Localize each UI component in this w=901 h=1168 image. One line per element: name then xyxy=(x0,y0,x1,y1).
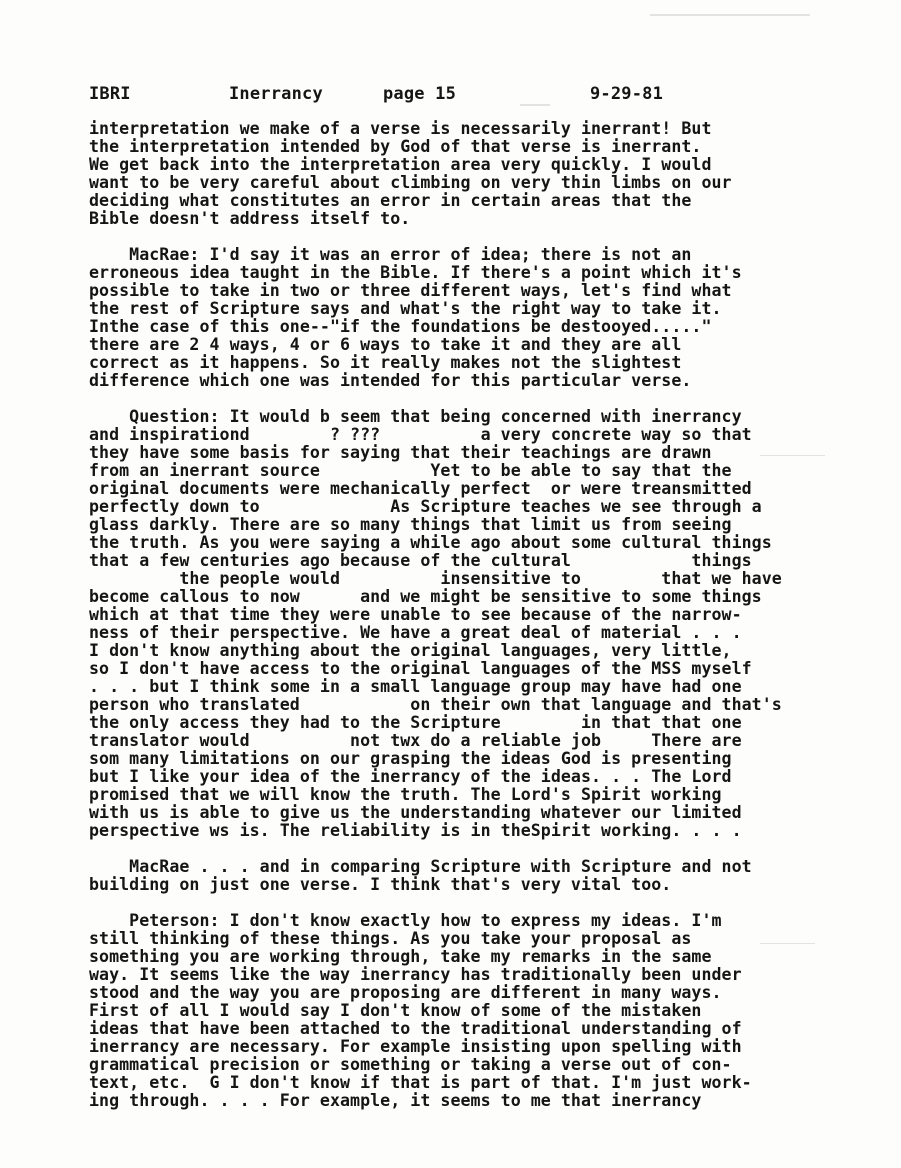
text-line: ing through. . . . For example, it seems to me that inerrancy xyxy=(89,1091,702,1110)
text-line: We get back into the interpretation area very quickly. I would xyxy=(89,155,712,174)
text-line: building on just one verse. I think that's very vital too. xyxy=(89,875,672,894)
text-line: original documents were mechanically perfect or were treansmitted xyxy=(89,479,752,498)
text-line: Question: It would b seem that being concerned with inerrancy xyxy=(89,407,742,426)
text-line: inerrancy are necessary. For example insisting upon spelling with xyxy=(89,1037,742,1056)
transcript-paragraph xyxy=(89,120,849,228)
document-body xyxy=(89,120,849,1128)
header-org: IBRI xyxy=(89,84,131,104)
text-line: possible to take in two or three different ways, let's find what xyxy=(89,281,732,300)
text-line: grammatical precision or something or taking a verse out of con- xyxy=(89,1055,732,1074)
text-line: the only access they had to the Scripture in that that one xyxy=(89,713,742,732)
text-line: perspective ws is. The reliability is in theSpirit working. . . . xyxy=(89,821,742,840)
text-line: correct as it happens. So it really makes not the slightest xyxy=(89,353,682,372)
text-line: there are 2 4 ways, 4 or 6 ways to take it and they are all xyxy=(89,335,682,354)
text-line: something you are working through, take my remarks in the same xyxy=(89,947,712,966)
text-line: way. It seems like the way inerrancy has traditionally been under xyxy=(89,965,742,984)
text-line: become callous to now and we might be sensitive to some things xyxy=(89,587,762,606)
text-line: perfectly down to As Scripture teaches we see through a xyxy=(89,497,762,516)
text-line: Peterson: I don't know exactly how to express my ideas. I'm xyxy=(89,911,722,930)
text-line: text, etc. G I don't know if that is part of that. I'm just work- xyxy=(89,1073,752,1092)
text-line: the people would insensitive to that we have xyxy=(89,569,782,588)
text-line: som many limitations on our grasping the ideas God is presenting xyxy=(89,749,732,768)
text-line: Inthe case of this one--"if the foundations be destooyed....." xyxy=(89,317,712,336)
text-line: that a few centuries ago because of the cultural things xyxy=(89,551,752,570)
text-line: . . . but I think some in a small language group may have had one xyxy=(89,677,742,696)
page-header xyxy=(0,84,901,108)
text-line: I don't know anything about the original languages, very little, xyxy=(89,641,732,660)
text-line: want to be very careful about climbing on very thin limbs on our xyxy=(89,173,732,192)
header-page-number: page 15 xyxy=(383,84,457,104)
text-line: First of all I would say I don't know of some of the mistaken xyxy=(89,1001,702,1020)
text-line: and inspirationd ? ??? a very concrete way so that xyxy=(89,425,752,444)
text-line: difference which one was intended for this particular verse. xyxy=(89,371,692,390)
text-line: promised that we will know the truth. The Lord's Spirit working xyxy=(89,785,722,804)
text-line: translator would not twx do a reliable job There are xyxy=(89,731,742,750)
text-line: stood and the way you are proposing are different in many ways. xyxy=(89,983,722,1002)
text-line: the interpretation intended by God of that verse is inerrant. xyxy=(89,137,702,156)
text-line: glass darkly. There are so many things that limit us from seeing xyxy=(89,515,732,534)
text-line: ness of their perspective. We have a great deal of material . . . xyxy=(89,623,742,642)
header-title: Inerrancy xyxy=(229,84,323,104)
transcript-paragraph xyxy=(89,408,849,840)
text-line: still thinking of these things. As you take your proposal as xyxy=(89,929,692,948)
text-line: ideas that have been attached to the traditional understanding of xyxy=(89,1019,742,1038)
text-line: person who translated on their own that language and that's xyxy=(89,695,782,714)
text-line: interpretation we make of a verse is necessarily inerrant! But xyxy=(89,119,712,138)
scan-speck xyxy=(650,14,810,16)
text-line: they have some basis for saying that their teachings are drawn xyxy=(89,443,712,462)
text-line: which at that time they were unable to see because of the narrow- xyxy=(89,605,742,624)
text-line: with us is able to give us the understanding whatever our limited xyxy=(89,803,742,822)
header-date: 9-29-81 xyxy=(590,84,664,104)
text-line: so I don't have access to the original languages of the MSS myself xyxy=(89,659,752,678)
transcript-paragraph xyxy=(89,858,849,894)
text-line: erroneous idea taught in the Bible. If there's a point which it's xyxy=(89,263,742,282)
transcript-paragraph xyxy=(89,246,849,390)
text-line: but I like your idea of the inerrancy of the ideas. . . The Lord xyxy=(89,767,732,786)
text-line: MacRae . . . and in comparing Scripture with Scripture and not xyxy=(89,857,752,876)
text-line: the rest of Scripture says and what's the right way to take it. xyxy=(89,299,722,318)
text-line: from an inerrant source Yet to be able to say that the xyxy=(89,461,732,480)
text-line: Bible doesn't address itself to. xyxy=(89,209,411,228)
text-line: MacRae: I'd say it was an error of idea; there is not an xyxy=(89,245,692,264)
transcript-paragraph xyxy=(89,912,849,1110)
text-line: deciding what constitutes an error in certain areas that the xyxy=(89,191,692,210)
text-line: the truth. As you were saying a while ago about some cultural things xyxy=(89,533,772,552)
